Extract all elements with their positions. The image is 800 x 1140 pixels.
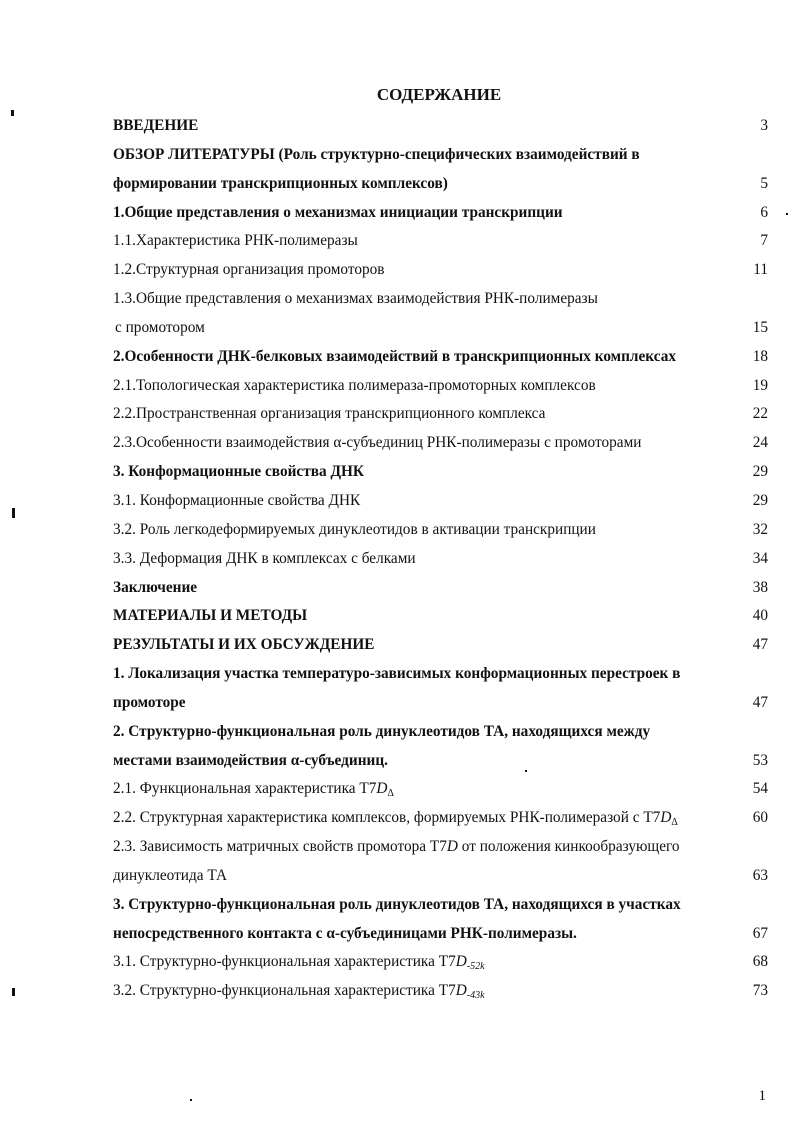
page-number: 1 xyxy=(758,1088,766,1104)
toc-entry xyxy=(113,718,768,747)
toc-entry xyxy=(113,747,768,776)
toc-entry-title xyxy=(113,400,545,429)
toc-page-number: 18 xyxy=(752,347,768,365)
toc-entry-subscript: -43k xyxy=(466,990,485,1002)
toc-page-number: 6 xyxy=(760,203,768,221)
toc-page-number: 40 xyxy=(752,607,768,625)
toc-entry-text: динуклеотида ТА xyxy=(113,866,228,884)
toc-entry-title xyxy=(113,775,394,804)
toc-entry-text: формировании транскрипционных комплексов) xyxy=(113,174,448,192)
toc-entry-text: 1.Общие представления о механизмах инициации транскрипции xyxy=(113,203,563,221)
toc-entry-text: промоторе xyxy=(113,693,186,711)
toc-entry-text: 1.2.Структурная организация промоторов xyxy=(113,261,385,279)
toc-entry-text: 2. Структурно-функциональная роль динуклеотидов ТА, находящихся между xyxy=(113,722,651,740)
toc-entry-italic: D xyxy=(660,809,672,827)
toc-entry-title xyxy=(113,516,596,545)
toc-entry-text: непосредственного контакта с α-субъединицами РНК-полимеразы. xyxy=(113,924,577,942)
toc-entry xyxy=(113,256,768,285)
toc-page-number: 34 xyxy=(752,549,768,567)
toc-entry-title xyxy=(113,227,358,256)
toc-entry xyxy=(113,112,768,141)
toc-entry-text: ОБЗОР ЛИТЕРАТУРЫ (Роль структурно-специфических взаимодействий в xyxy=(113,145,640,163)
toc-entry xyxy=(113,487,768,516)
toc-entry xyxy=(113,660,768,689)
toc-entry-text: 1.3.Общие представления о механизмах взаимодействия РНК-полимеразы xyxy=(113,290,598,308)
scan-mark xyxy=(12,508,15,518)
toc-entry-title xyxy=(113,833,680,862)
toc-entry-title xyxy=(115,314,205,343)
toc-entry-text: 2.1. Функциональная характеристика Т7 xyxy=(113,780,377,798)
toc-entry-title xyxy=(113,429,641,458)
toc-entry-text: ВВЕДЕНИЕ xyxy=(113,117,199,134)
toc-page-number: 47 xyxy=(752,693,768,711)
toc-page-number: 29 xyxy=(752,491,768,509)
toc-entry-title xyxy=(113,747,388,776)
toc-entry-text: 3.2. Структурно-функциональная характеристика Т7 xyxy=(113,982,456,1000)
toc-entry-text: 3. Конформационные свойства ДНК xyxy=(113,463,364,481)
toc-entry-text: местами взаимодействия α-субъединиц. xyxy=(113,751,388,769)
toc-entry-title xyxy=(113,574,197,603)
toc-entry-text: с промотором xyxy=(115,318,205,336)
toc-entry-title xyxy=(113,256,385,285)
toc-entry xyxy=(113,199,768,228)
toc-page-number: 32 xyxy=(752,520,768,538)
toc-entry-title xyxy=(113,977,485,1006)
toc-entry-subscript: Δ xyxy=(671,817,678,829)
toc-entry-text: 3.2. Роль легкодеформируемых динуклеотидов в активации транскрипции xyxy=(113,520,596,538)
toc-entry-title xyxy=(113,545,416,574)
toc-page-number: 22 xyxy=(752,405,768,423)
toc-entry-title xyxy=(113,862,227,891)
toc-entry-title xyxy=(113,948,485,977)
toc-entry xyxy=(113,775,768,804)
toc-entry xyxy=(113,891,768,920)
toc-page-number: 63 xyxy=(752,866,768,884)
toc-entry-title xyxy=(113,458,364,487)
toc-entry xyxy=(113,574,768,603)
toc-entry xyxy=(113,516,768,545)
toc-entry xyxy=(113,429,768,458)
toc-entry-title xyxy=(113,660,680,689)
toc-entry xyxy=(113,833,768,862)
page-title: СОДЕРЖАНИЕ xyxy=(376,85,502,104)
toc-page-number: 38 xyxy=(752,578,768,596)
toc-page-number xyxy=(728,718,768,747)
toc-page-number: 11 xyxy=(753,261,768,279)
toc-page-number xyxy=(728,660,768,689)
toc-page-number: 53 xyxy=(752,751,768,769)
toc-page-number: 19 xyxy=(752,376,768,394)
toc-entry-italic: D xyxy=(376,780,388,798)
toc-page-number: 24 xyxy=(752,434,768,452)
toc-entry-title xyxy=(113,631,375,660)
toc-entry-title xyxy=(113,487,360,516)
toc-entry xyxy=(113,689,768,718)
toc-entry-title xyxy=(113,372,596,401)
toc-entry xyxy=(113,948,768,977)
toc-entry-title xyxy=(113,199,563,228)
toc-page-number: 67 xyxy=(752,924,768,942)
toc-entry xyxy=(113,862,768,891)
toc-page-number: 15 xyxy=(752,318,768,336)
toc-entry-title xyxy=(113,804,678,833)
toc-entry xyxy=(113,977,768,1006)
toc-entry-text: 3. Структурно-функциональная роль динуклеотидов ТА, находящихся в участках xyxy=(113,895,681,913)
toc-entry xyxy=(113,227,768,256)
toc-entry xyxy=(113,285,768,314)
toc-entry-title xyxy=(113,891,681,920)
toc-entry-text: 1.1.Характеристика РНК-полимеразы xyxy=(113,232,358,250)
toc-entry-italic: D xyxy=(446,838,458,856)
toc-entry-text: 2.3.Особенности взаимодействия α-субъединиц РНК-полимеразы с промоторами xyxy=(113,434,642,452)
toc-entry-title xyxy=(113,112,198,141)
toc-entry-text: Заключение xyxy=(113,578,198,596)
toc-entry xyxy=(113,170,768,199)
toc-entry xyxy=(113,141,768,170)
toc-entry xyxy=(113,458,768,487)
toc-entry-title xyxy=(113,343,676,372)
table-of-contents xyxy=(113,112,768,1006)
toc-page-number: 47 xyxy=(752,636,768,654)
toc-page-number: 68 xyxy=(752,953,768,971)
toc-entry xyxy=(113,343,768,372)
toc-page-number: 54 xyxy=(752,780,768,798)
toc-entry-title xyxy=(113,602,307,631)
toc-page-number: 5 xyxy=(760,174,768,192)
toc-entry xyxy=(113,631,768,660)
toc-entry xyxy=(113,804,768,833)
toc-entry-text: 2.3. Зависимость матричных свойств промотора Т7 xyxy=(113,838,447,856)
toc-entry-title xyxy=(113,285,598,314)
toc-entry-text: 2.2. Структурная характеристика комплексов, формируемых РНК-полимеразой с Т7 xyxy=(113,809,661,827)
toc-entry-text: 2.2.Пространственная организация транскрипционного комплекса xyxy=(113,405,546,423)
toc-entry-title xyxy=(113,920,577,949)
toc-entry-italic: D xyxy=(455,953,467,971)
toc-entry xyxy=(113,602,768,631)
scan-mark xyxy=(11,110,14,116)
toc-entry-text: 3.3. Деформация ДНК в комплексах с белками xyxy=(113,549,416,567)
toc-entry-text: 2.Особенности ДНК-белковых взаимодействий в транскрипционных комплексах xyxy=(113,347,676,365)
toc-entry-title xyxy=(113,718,650,747)
toc-page-number: 3 xyxy=(760,117,768,134)
scan-speck xyxy=(786,213,788,215)
toc-entry-text: 3.1. Структурно-функциональная характеристика Т7 xyxy=(113,953,456,971)
toc-page-number: 73 xyxy=(752,982,768,1000)
toc-entry-title xyxy=(113,689,186,718)
toc-entry-subscript: Δ xyxy=(387,788,394,800)
scan-mark xyxy=(12,988,15,996)
toc-entry-text: РЕЗУЛЬТАТЫ И ИХ ОБСУЖДЕНИЕ xyxy=(113,636,375,654)
toc-page-number xyxy=(728,833,768,862)
toc-entry-italic: D xyxy=(455,982,467,1000)
toc-entry-text: 3.1. Конформационные свойства ДНК xyxy=(113,491,361,509)
toc-page-number xyxy=(728,891,768,920)
toc-page-number: 29 xyxy=(752,463,768,481)
toc-entry xyxy=(113,920,768,949)
toc-entry xyxy=(113,314,768,343)
scan-speck xyxy=(190,1099,192,1101)
toc-entry-subscript: -52k xyxy=(466,961,485,973)
toc-entry-text-tail: от положения кинкообразующего xyxy=(457,838,680,856)
toc-page-number xyxy=(728,285,768,314)
toc-entry xyxy=(113,400,768,429)
toc-entry xyxy=(113,372,768,401)
toc-page-number xyxy=(728,141,768,170)
toc-page-number: 7 xyxy=(760,232,768,250)
toc-entry-title xyxy=(113,141,640,170)
toc-entry-title xyxy=(113,170,448,199)
toc-entry-text: МАТЕРИАЛЫ И МЕТОДЫ xyxy=(113,607,308,625)
toc-entry xyxy=(113,545,768,574)
toc-entry-text: 1. Локализация участка температуро-зависимых конформационных перестроек в xyxy=(113,665,681,683)
toc-page-number: 60 xyxy=(752,809,768,827)
toc-entry-text: 2.1.Топологическая характеристика полимераза-промоторных комплексов xyxy=(113,376,596,394)
